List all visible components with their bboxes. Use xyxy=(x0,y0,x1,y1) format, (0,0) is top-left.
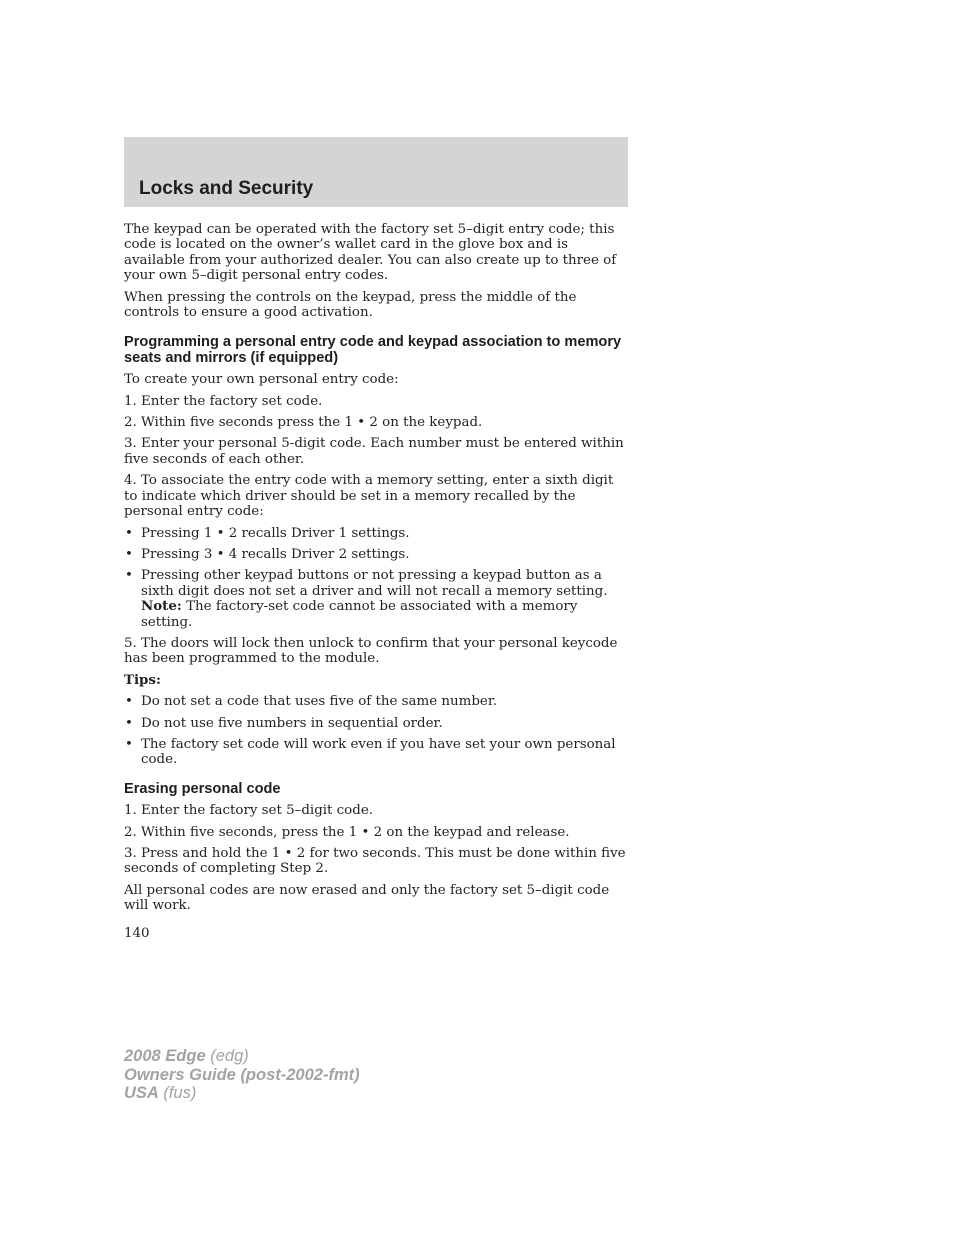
bullet-text: Pressing 3 • 4 recalls Driver 2 settings. xyxy=(141,546,410,562)
tip-text: Do not use five numbers in sequential order. xyxy=(141,715,443,731)
footer-guide: Owners Guide (post-2002-fmt) xyxy=(124,1065,360,1084)
document-footer xyxy=(124,1047,360,1103)
note-text: The factory-set code cannot be associated with a memory setting. xyxy=(141,599,578,630)
footer-line-1 xyxy=(124,1047,360,1066)
programming-step-2: 2. Within five seconds press the 1 • 2 on the keypad. xyxy=(124,415,483,431)
tip-text: The factory set code will work even if you have set your own personal code. xyxy=(141,736,616,768)
programming-step-3: 3. Enter your personal 5-digit code. Each number must be entered within five seconds of each other. xyxy=(124,436,624,467)
list-item xyxy=(124,568,628,630)
driver-bullet-list xyxy=(124,526,628,630)
footer-market: USA xyxy=(124,1084,159,1103)
footer-model-code: (edg) xyxy=(205,1047,249,1065)
page-number: 140 xyxy=(124,926,150,941)
tip-text: Do not set a code that uses five of the same number. xyxy=(141,694,498,710)
erasing-step-2: 2. Within five seconds, press the 1 • 2 on the keypad and release. xyxy=(124,824,570,840)
list-item xyxy=(124,737,628,768)
page-content xyxy=(124,222,628,920)
programming-heading: Programming a personal entry code and keypad association to memory seats and mirrors (if equipped) xyxy=(124,334,622,366)
list-item xyxy=(124,694,628,709)
footer-line-2 xyxy=(124,1066,360,1085)
erasing-step-3: 3. Press and hold the 1 • 2 for two seconds. This must be done within five seconds of completing Step 2. xyxy=(124,846,626,877)
tips-label: Tips: xyxy=(124,671,161,688)
list-item xyxy=(124,547,628,562)
erasing-heading: Erasing personal code xyxy=(124,780,281,797)
footer-line-3 xyxy=(124,1084,360,1103)
section-title: Locks and Security xyxy=(139,178,314,199)
intro-paragraph-1: The keypad can be operated with the factory set 5–digit entry code; this code is located on the owner’s wallet card in the glove box and is available from your authorized dealer. You can also create up to three of your own 5–digit personal entry codes. xyxy=(124,222,617,284)
list-item xyxy=(124,526,628,541)
bullet-glyph: • xyxy=(125,568,133,584)
tips-list xyxy=(124,694,628,768)
list-item xyxy=(124,716,628,731)
bullet-text: Pressing 1 • 2 recalls Driver 1 settings. xyxy=(141,525,410,541)
programming-step-5: 5. The doors will lock then unlock to confirm that your personal keycode has been programmed to the module. xyxy=(124,635,618,667)
footer-model: 2008 Edge xyxy=(124,1047,206,1065)
bullet-glyph: • xyxy=(125,736,133,752)
erasing-step-1: 1. Enter the factory set 5–digit code. xyxy=(124,803,373,819)
note-label: Note: xyxy=(141,598,182,615)
erasing-closing: All personal codes are now erased and only the factory set 5–digit code will work. xyxy=(124,882,610,914)
programming-step-4: 4. To associate the entry code with a memory setting, enter a sixth digit to indicate which driver should be set in a memory recalled by the personal entry code: xyxy=(124,473,614,520)
bullet-glyph: • xyxy=(125,525,133,541)
section-header-band xyxy=(124,137,628,207)
bullet-glyph: • xyxy=(125,694,133,710)
programming-step-1: 1. Enter the factory set code. xyxy=(124,393,323,409)
footer-market-code: (fus) xyxy=(158,1084,197,1103)
bullet-glyph: • xyxy=(125,546,133,562)
programming-lead: To create your own personal entry code: xyxy=(124,372,399,388)
bullet-glyph: • xyxy=(125,715,133,731)
intro-paragraph-2: When pressing the controls on the keypad, press the middle of the controls to ensure a good activation. xyxy=(124,289,577,321)
bullet-text: Pressing other keypad buttons or not pressing a keypad button as a sixth digit does not set a driver and will not recall a memory setting. xyxy=(141,568,608,599)
